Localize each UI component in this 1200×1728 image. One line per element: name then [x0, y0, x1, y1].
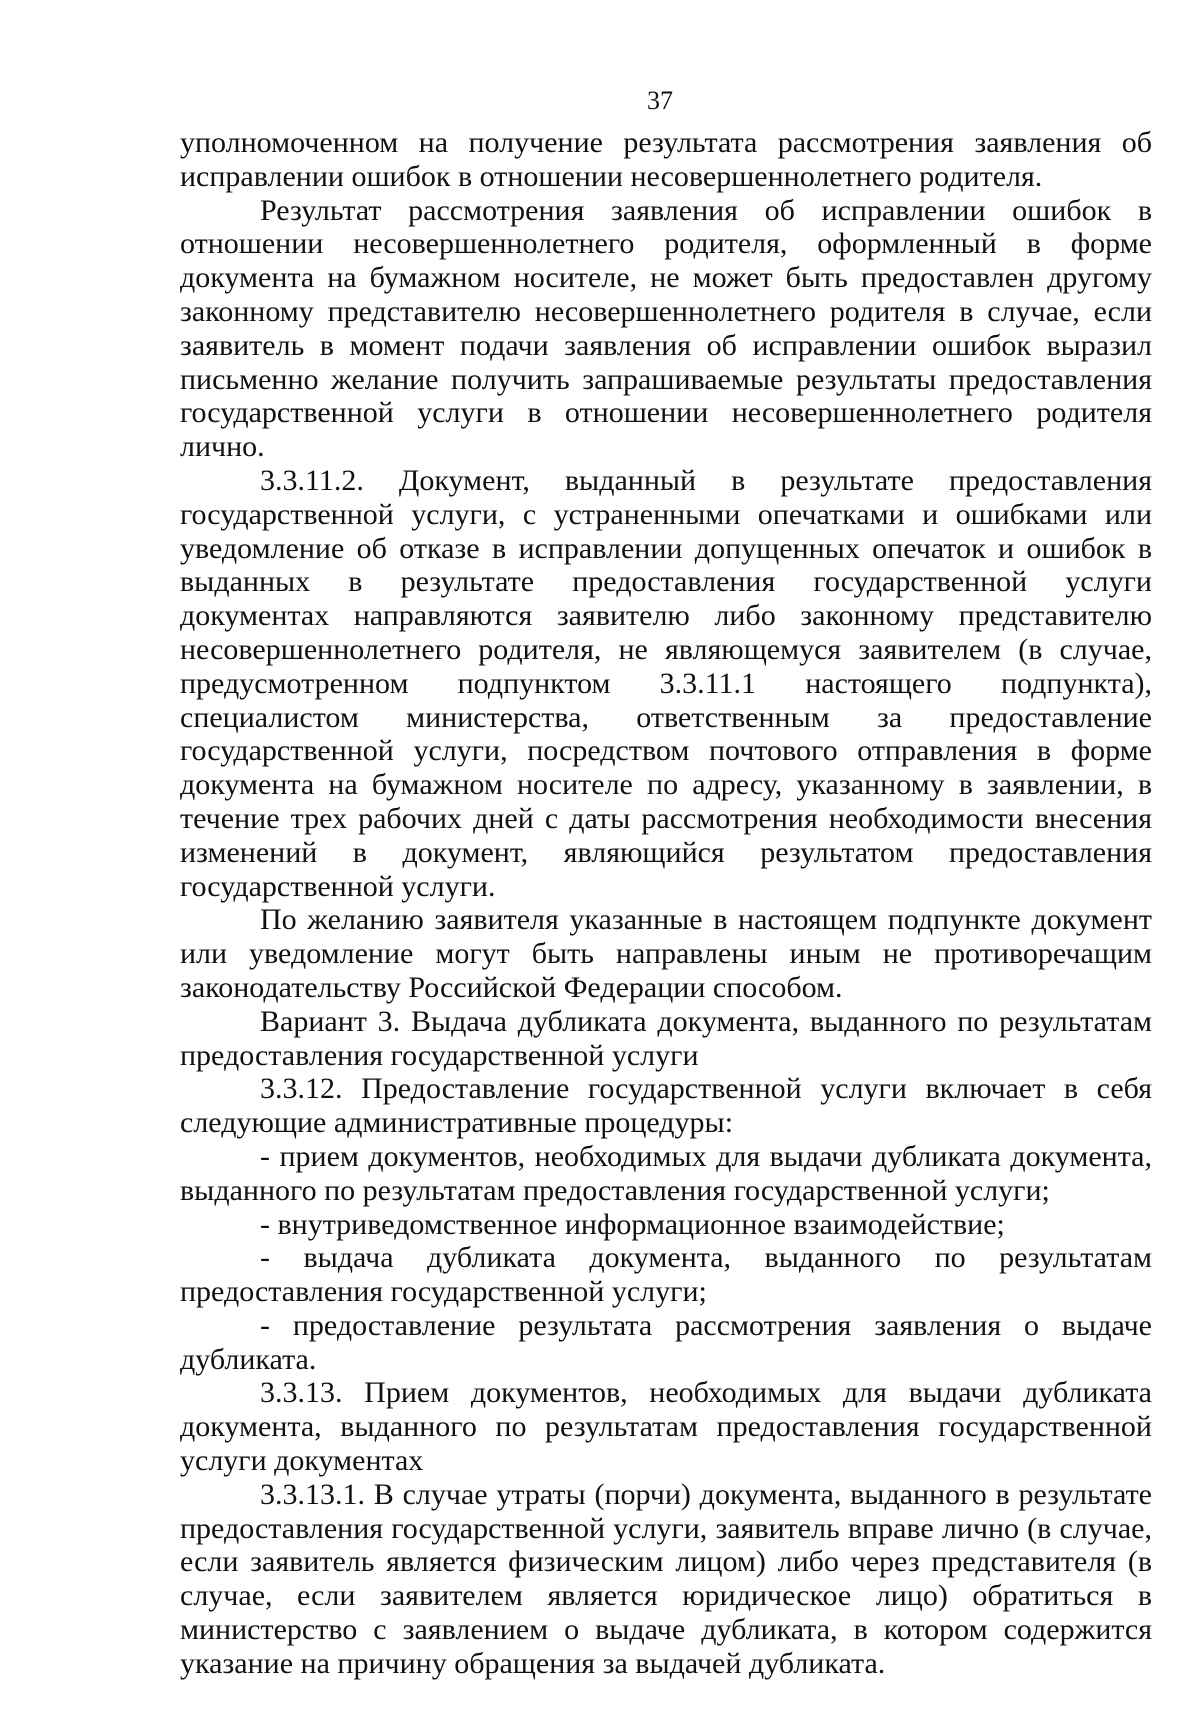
paragraph: - внутриведомственное информационное взаимодействие; [260, 1207, 1005, 1241]
paragraph: Вариант 3. Выдача дубликата документа, выданного по результатам предоставления государственной услуги [180, 1004, 1152, 1072]
paragraph: - предоставление результата рассмотрения заявления о выдаче дубликата. [180, 1308, 1152, 1376]
document-body [180, 126, 1152, 1681]
paragraph: По желанию заявителя указанные в настоящем подпункте документ или уведомление могут быть направлены иным не противоречащим законодательству Российской Федерации способом. [180, 903, 1152, 1004]
paragraph: - выдача дубликата документа, выданного по результатам предоставления государственной услуги; [180, 1241, 1152, 1309]
paragraph: Результат рассмотрения заявления об исправлении ошибок в отношении несовершеннолетнего родителя, оформленный в форме документа на бумажном носителе, не может быть предоставлен другому законному представителю несовершеннолетнего родителя в случае, если заявитель в момент подачи заявления об исправлении ошибок выразил письменно желание получить запрашиваемые результаты предоставления государственной услуги в отношении несовершеннолетнего родителя лично. [180, 193, 1152, 464]
paragraph: 3.3.11.2. Документ, выданный в результате предоставления государственной услуги, с устраненными опечатками и ошибками или уведомление об отказе в исправлении допущенных опечаток и ошибок в выданных в результате предоставления государственной услуги документах направляются заявителю либо законному представителю несовершеннолетнего родителя, не являющемуся заявителем (в случае, предусмотренном подпунктом 3.3.11.1 настоящего подпункта), специалистом министерства, ответственным за предоставление государственной услуги, посредством почтового отправления в форме документа на бумажном носителе по адресу, указанному в заявлении, в течение трех рабочих дней с даты рассмотрения необходимости внесения изменений в документ, являющийся результатом предоставления государственной услуги. [180, 463, 1152, 903]
page-number: 37 [647, 86, 673, 115]
paragraph: 3.3.13.1. В случае утраты (порчи) документа, выданного в результате предоставления государственной услуги, заявитель вправе лично (в случае, если заявитель является физическим лицом) либо через представителя (в случае, если заявителем является юридическое лицо) обратиться в министерство с заявлением о выдаче дубликата, в котором содержится указание на причину обращения за выдачей дубликата. [180, 1477, 1152, 1680]
paragraph: - прием документов, необходимых для выдачи дубликата документа, выданного по результатам предоставления государственной услуги; [180, 1139, 1152, 1207]
paragraph: 3.3.12. Предоставление государственной услуги включает в себя следующие административные процедуры: [180, 1072, 1152, 1140]
paragraph: уполномоченном на получение результата рассмотрения заявления об исправлении ошибок в отношении несовершеннолетнего родителя. [180, 126, 1152, 193]
paragraph: 3.3.13. Прием документов, необходимых для выдачи дубликата документа, выданного по результатам предоставления государственной услуги документах [180, 1376, 1152, 1478]
